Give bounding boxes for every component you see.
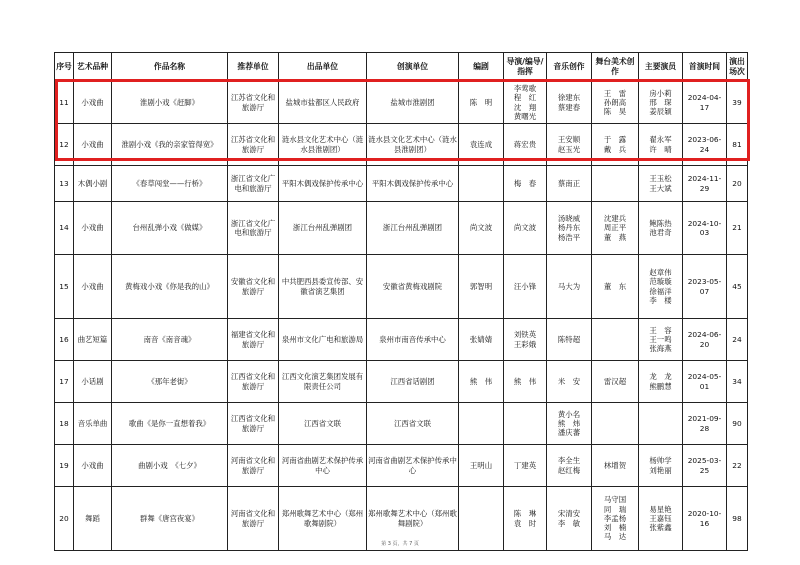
table-cell: 81: [727, 124, 748, 166]
table-cell: 17: [55, 361, 74, 403]
table-cell: 江西文化演艺集团发展有限责任公司: [279, 361, 367, 403]
table-cell: 陈特超: [547, 319, 592, 361]
table-cell: 20: [55, 487, 74, 551]
table-cell: 郑州歌舞艺术中心（郑州歌舞剧院）: [367, 487, 459, 551]
table-cell: 郭智明: [459, 255, 504, 319]
column-header: 出品单位: [279, 53, 367, 82]
table-cell: [459, 403, 504, 445]
table-cell: 江西省话剧团: [367, 361, 459, 403]
table-cell: 于 露 戴 兵: [592, 124, 639, 166]
page-footer: 第 3 页，共 7 页: [381, 541, 419, 547]
table-cell: 2025-03-25: [683, 445, 727, 487]
table-cell: 鲍陈热 池君奇: [639, 202, 683, 255]
table-cell: 浙江省文化广电和旅游厅: [228, 166, 279, 202]
table-cell: 江西省文化和旅游厅: [228, 361, 279, 403]
table-cell: 江西省文联: [367, 403, 459, 445]
table-cell: [504, 403, 547, 445]
table-cell: 12: [55, 124, 74, 166]
table-row: [55, 202, 748, 255]
table-cell: 徐建东 蔡建春: [547, 82, 592, 124]
table-row: [55, 82, 748, 124]
table-cell: 小戏曲: [74, 255, 112, 319]
table-cell: 2023-06-24: [683, 124, 727, 166]
table-cell: 熊 伟: [459, 361, 504, 403]
column-header: 艺术品种: [74, 53, 112, 82]
table-row: [55, 124, 748, 166]
table-cell: 黄梅戏小戏《你是我的山》: [112, 255, 228, 319]
table-cell: 河南省曲剧艺术保护传承中心: [279, 445, 367, 487]
column-header: 舞台美术创作: [592, 53, 639, 82]
table-cell: 平阳木偶戏保护传承中心: [367, 166, 459, 202]
table-cell: [592, 166, 639, 202]
table-cell: 2024-06-20: [683, 319, 727, 361]
table-cell: 群舞《唐宫夜宴》: [112, 487, 228, 551]
table-cell: 小戏曲: [74, 124, 112, 166]
table-cell: 19: [55, 445, 74, 487]
table-cell: 宋清安 李 敏: [547, 487, 592, 551]
table-row: [55, 255, 748, 319]
table-cell: 刘铁英 王彩娥: [504, 319, 547, 361]
table-cell: [639, 403, 683, 445]
table-cell: 江苏省文化和旅游厅: [228, 124, 279, 166]
column-header: 编剧: [459, 53, 504, 82]
table-cell: 赵章伟 范璇璇 徐福洋 李 楼: [639, 255, 683, 319]
table-cell: 舞蹈: [74, 487, 112, 551]
table-cell: 98: [727, 487, 748, 551]
table-cell: 2023-05-07: [683, 255, 727, 319]
table-cell: 熊 伟: [504, 361, 547, 403]
table-cell: 小戏曲: [74, 445, 112, 487]
table-row: [55, 319, 748, 361]
table-cell: 翟永军 许 晴: [639, 124, 683, 166]
table-cell: 河南省文化和旅游厅: [228, 445, 279, 487]
column-header: 推荐单位: [228, 53, 279, 82]
table-cell: 淮剧小戏《赶脚》: [112, 82, 228, 124]
table-cell: 2021-09-28: [683, 403, 727, 445]
table-cell: 陈 明: [459, 82, 504, 124]
table-cell: 歌曲《是你一直想着我》: [112, 403, 228, 445]
table-cell: 盐城市盐都区人民政府: [279, 82, 367, 124]
table-cell: 江西省文化和旅游厅: [228, 403, 279, 445]
column-header: 演出场次: [727, 53, 748, 82]
table-cell: 林增贺: [592, 445, 639, 487]
table-cell: 18: [55, 403, 74, 445]
table-row: [55, 361, 748, 403]
table-cell: 小戏曲: [74, 202, 112, 255]
table-cell: 泉州市南音传承中心: [367, 319, 459, 361]
table-cell: 李莺歌 程 红 沈 翔 黄曙光: [504, 82, 547, 124]
table-cell: 张婧婧: [459, 319, 504, 361]
table-cell: 2020-10-16: [683, 487, 727, 551]
table-cell: 《那年老街》: [112, 361, 228, 403]
table-cell: 14: [55, 202, 74, 255]
table-cell: 陈 琳 袁 时: [504, 487, 547, 551]
table-cell: 34: [727, 361, 748, 403]
table-cell: 梅 春: [504, 166, 547, 202]
table-cell: 11: [55, 82, 74, 124]
table-cell: 2024-10-03: [683, 202, 727, 255]
table-cell: [592, 403, 639, 445]
table-cell: 河南省曲剧艺术保护传承中心: [367, 445, 459, 487]
table-cell: 《春草闯堂——行桥》: [112, 166, 228, 202]
table-cell: 福建省文化和旅游厅: [228, 319, 279, 361]
table-cell: 21: [727, 202, 748, 255]
table-cell: 蒋宏贵: [504, 124, 547, 166]
table-cell: 涟水县文化艺术中心（涟水县淮剧团）: [367, 124, 459, 166]
program-table: [54, 52, 748, 551]
table-cell: 龙 龙 熊鹏慧: [639, 361, 683, 403]
table-cell: 丁建英: [504, 445, 547, 487]
table-cell: 音乐单曲: [74, 403, 112, 445]
table-cell: 李全生 赵红梅: [547, 445, 592, 487]
table-cell: 马守国 同 瑞 李孟杨 刘 楠 马 达: [592, 487, 639, 551]
table-cell: 尚文波: [504, 202, 547, 255]
table-cell: 20: [727, 166, 748, 202]
table-cell: 涟水县文化艺术中心（涟水县淮剧团）: [279, 124, 367, 166]
table-cell: 泉州市文化广电和旅游局: [279, 319, 367, 361]
table-cell: 曲艺短篇: [74, 319, 112, 361]
table-cell: 45: [727, 255, 748, 319]
table-cell: 24: [727, 319, 748, 361]
column-header: 首演时间: [683, 53, 727, 82]
table-cell: 尚文波: [459, 202, 504, 255]
table-cell: 2024-11-29: [683, 166, 727, 202]
table-cell: 汪小锋: [504, 255, 547, 319]
table-cell: 木偶小剧: [74, 166, 112, 202]
table-cell: 小话剧: [74, 361, 112, 403]
table-cell: 39: [727, 82, 748, 124]
table-cell: 15: [55, 255, 74, 319]
table-cell: 台州乱弹小戏《做媒》: [112, 202, 228, 255]
table-cell: 雷汉超: [592, 361, 639, 403]
table-cell: 2024-05-01: [683, 361, 727, 403]
table-cell: 米 安: [547, 361, 592, 403]
table-cell: 中共肥西县委宣传部、安徽省演艺集团: [279, 255, 367, 319]
table-cell: 蔡南正: [547, 166, 592, 202]
table-cell: 董 东: [592, 255, 639, 319]
table-cell: [592, 319, 639, 361]
table-row: [55, 445, 748, 487]
column-header: 序号: [55, 53, 74, 82]
column-header: 主要演员: [639, 53, 683, 82]
table-cell: 安徽省文化和旅游厅: [228, 255, 279, 319]
table-cell: 王 雷 孙朗高 陈 昊: [592, 82, 639, 124]
table-cell: 浙江台州乱弹剧团: [367, 202, 459, 255]
table-cell: 马大为: [547, 255, 592, 319]
table-cell: 王玉松 王大斌: [639, 166, 683, 202]
table-cell: 王安顺 赵玉光: [547, 124, 592, 166]
table-cell: 江西省文联: [279, 403, 367, 445]
table-cell: 沈建兵 周正平 董 燕: [592, 202, 639, 255]
table-cell: 浙江省文化广电和旅游厅: [228, 202, 279, 255]
table-cell: 浙江台州乱弹剧团: [279, 202, 367, 255]
column-header: 作品名称: [112, 53, 228, 82]
table-cell: 2024-04-17: [683, 82, 727, 124]
column-header: 创演单位: [367, 53, 459, 82]
table-cell: 南音《南音魂》: [112, 319, 228, 361]
header-row: [55, 53, 748, 82]
table-cell: 河南省文化和旅游厅: [228, 487, 279, 551]
table-cell: 江苏省文化和旅游厅: [228, 82, 279, 124]
table-row: [55, 403, 748, 445]
table-cell: 13: [55, 166, 74, 202]
table-cell: 平阳木偶戏保护传承中心: [279, 166, 367, 202]
table-cell: 袁连成: [459, 124, 504, 166]
table-cell: 杨帅学 刘艳丽: [639, 445, 683, 487]
column-header: 音乐创作: [547, 53, 592, 82]
table-cell: 曲剧小戏 《七夕》: [112, 445, 228, 487]
table-cell: 盐城市淮剧团: [367, 82, 459, 124]
table-cell: 淮剧小戏《我的亲家管得宽》: [112, 124, 228, 166]
table-cell: 王明山: [459, 445, 504, 487]
table-cell: 郑州歌舞艺术中心（郑州歌舞剧院）: [279, 487, 367, 551]
table-cell: 房小莉 邢 琛 姜辰颖: [639, 82, 683, 124]
table-cell: 16: [55, 319, 74, 361]
table-cell: 90: [727, 403, 748, 445]
column-header: 导演/编导/指挥: [504, 53, 547, 82]
table-cell: 小戏曲: [74, 82, 112, 124]
table-cell: 汤晓威 杨丹东 杨浩平: [547, 202, 592, 255]
table-row: [55, 166, 748, 202]
table-cell: 黄小名 熊 炜 潘庆蕃: [547, 403, 592, 445]
table-cell: 王 容 王一鸣 张海燕: [639, 319, 683, 361]
table-cell: 易星艳 王嘉钰 张紫鑫: [639, 487, 683, 551]
table-cell: 安徽省黄梅戏剧院: [367, 255, 459, 319]
table-cell: [459, 166, 504, 202]
table-cell: 22: [727, 445, 748, 487]
